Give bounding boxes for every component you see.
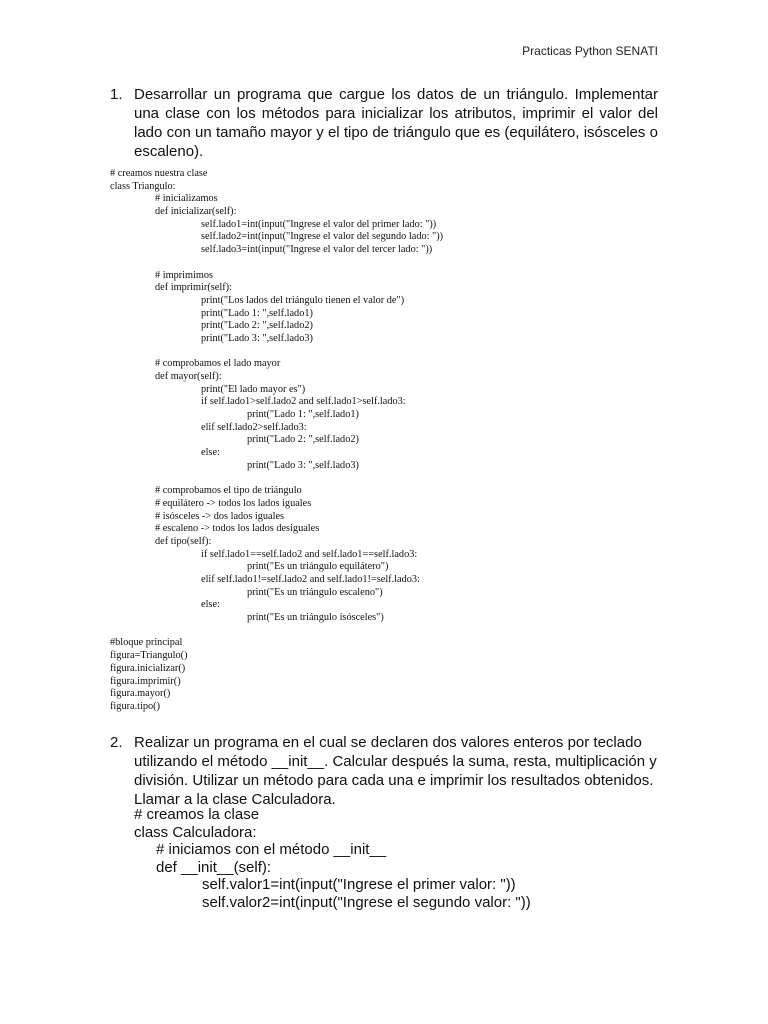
exercise-2 bbox=[110, 733, 658, 809]
code-line: # creamos la clase bbox=[134, 806, 260, 823]
code-line: elif self.lado2>self.lado3: bbox=[201, 421, 307, 433]
code-line: # iniciamos con el método __init__ bbox=[156, 841, 387, 858]
code-line: class Triangulo: bbox=[110, 180, 176, 192]
code-line: figura.mayor() bbox=[110, 688, 171, 700]
blank-line bbox=[110, 473, 670, 486]
code-line: self.lado2=int(input("Ingrese el valor del segundo lado: ")) bbox=[201, 231, 444, 243]
code-line: figura=Triangulo() bbox=[110, 650, 188, 662]
code-line: # isósceles -> dos lados iguales bbox=[155, 510, 285, 522]
code-line: def __init__(self): bbox=[156, 858, 272, 876]
code-line: # equilátero -> todos los lados iguales bbox=[155, 497, 312, 509]
code-line: if self.lado1>self.lado2 and self.lado1>self.lado3: bbox=[201, 396, 406, 408]
code-line: print("Es un triángulo equilátero") bbox=[247, 561, 389, 573]
code-line: figura.imprimir() bbox=[110, 675, 181, 687]
code-line: elif self.lado1!=self.lado2 and self.lado1!=self.lado3: bbox=[201, 574, 420, 585]
code-line: def imprimir(self): bbox=[155, 282, 232, 294]
code-line: class Calculadora: bbox=[134, 823, 257, 841]
code-line: else: bbox=[201, 599, 220, 611]
code-line: # comprobamos el lado mayor bbox=[155, 358, 281, 370]
code-line: if self.lado1==self.lado2 and self.lado1==self.lado3: bbox=[201, 548, 418, 560]
code-line: print("Es un triángulo escaleno") bbox=[247, 586, 383, 598]
code-line: def inicializar(self): bbox=[155, 206, 237, 218]
code-line: print("Lado 2: ",self.lado2) bbox=[201, 320, 313, 332]
blank-line bbox=[110, 625, 670, 638]
code-line: self.lado3=int(input("Ingrese el valor del tercer lado: ")) bbox=[201, 244, 433, 256]
code-line: # inicializamos bbox=[155, 193, 218, 205]
code-line: figura.tipo() bbox=[110, 700, 161, 712]
exercise-2-statement: Realizar un programa en el cual se declaren dos valores enteros por teclado utilizando el método __init__. Calcular después la suma, resta, multiplicación y división. Utilizar un método para cada una e imprimir los resultados obtenidos. Llamar a la clase Calculadora. bbox=[134, 734, 657, 808]
exercise-1-statement: Desarrollar un programa que cargue los datos de un triángulo. Implementar una clase con los métodos para inicializar los atributos, imprimir el valor del lado con un tamaño mayor y el tipo de triángulo que es (equilátero, isósceles o escaleno). bbox=[134, 86, 658, 160]
code-line: print("Lado 1: ",self.lado1) bbox=[247, 409, 359, 421]
page-header: Practicas Python SENATI bbox=[522, 44, 658, 58]
code-line: print("Lado 1: ",self.lado1) bbox=[201, 307, 313, 319]
exercise-2-code bbox=[134, 806, 694, 911]
blank-line bbox=[110, 346, 670, 359]
code-line: print("Lado 3: ",self.lado3) bbox=[247, 459, 359, 471]
code-line: def mayor(self): bbox=[155, 371, 222, 382]
code-line: def tipo(self): bbox=[155, 535, 212, 547]
code-line: # creamos nuestra clase bbox=[110, 168, 208, 179]
code-line: # comprobamos el tipo de triángulo bbox=[155, 485, 302, 497]
exercise-1 bbox=[110, 85, 658, 161]
code-line: self.valor1=int(input("Ingrese el primer valor: ")) bbox=[202, 876, 516, 893]
code-line: # imprimimos bbox=[155, 269, 214, 281]
code-line: print("Lado 2: ",self.lado2) bbox=[247, 434, 359, 446]
code-line: print("Lado 3: ",self.lado3) bbox=[201, 332, 313, 344]
code-line: print("Los lados del triángulo tienen el valor de") bbox=[201, 294, 405, 306]
code-line: print("El lado mayor es") bbox=[201, 383, 306, 395]
blank-line bbox=[110, 257, 670, 270]
code-line: #bloque principal bbox=[110, 637, 183, 649]
exercise-1-code bbox=[110, 168, 670, 714]
exercise-1-number: 1. bbox=[110, 86, 123, 103]
code-line: self.lado1=int(input("Ingrese el valor del primer lado: ")) bbox=[201, 218, 437, 230]
code-line: self.valor2=int(input("Ingrese el segundo valor: ")) bbox=[202, 893, 531, 911]
exercise-2-number: 2. bbox=[110, 734, 123, 751]
code-line: figura.inicializar() bbox=[110, 662, 186, 674]
code-line: # escaleno -> todos los lados desiguales bbox=[155, 523, 320, 535]
code-line: print("Es un triángulo isósceles") bbox=[247, 612, 384, 624]
code-line: else: bbox=[201, 447, 220, 459]
